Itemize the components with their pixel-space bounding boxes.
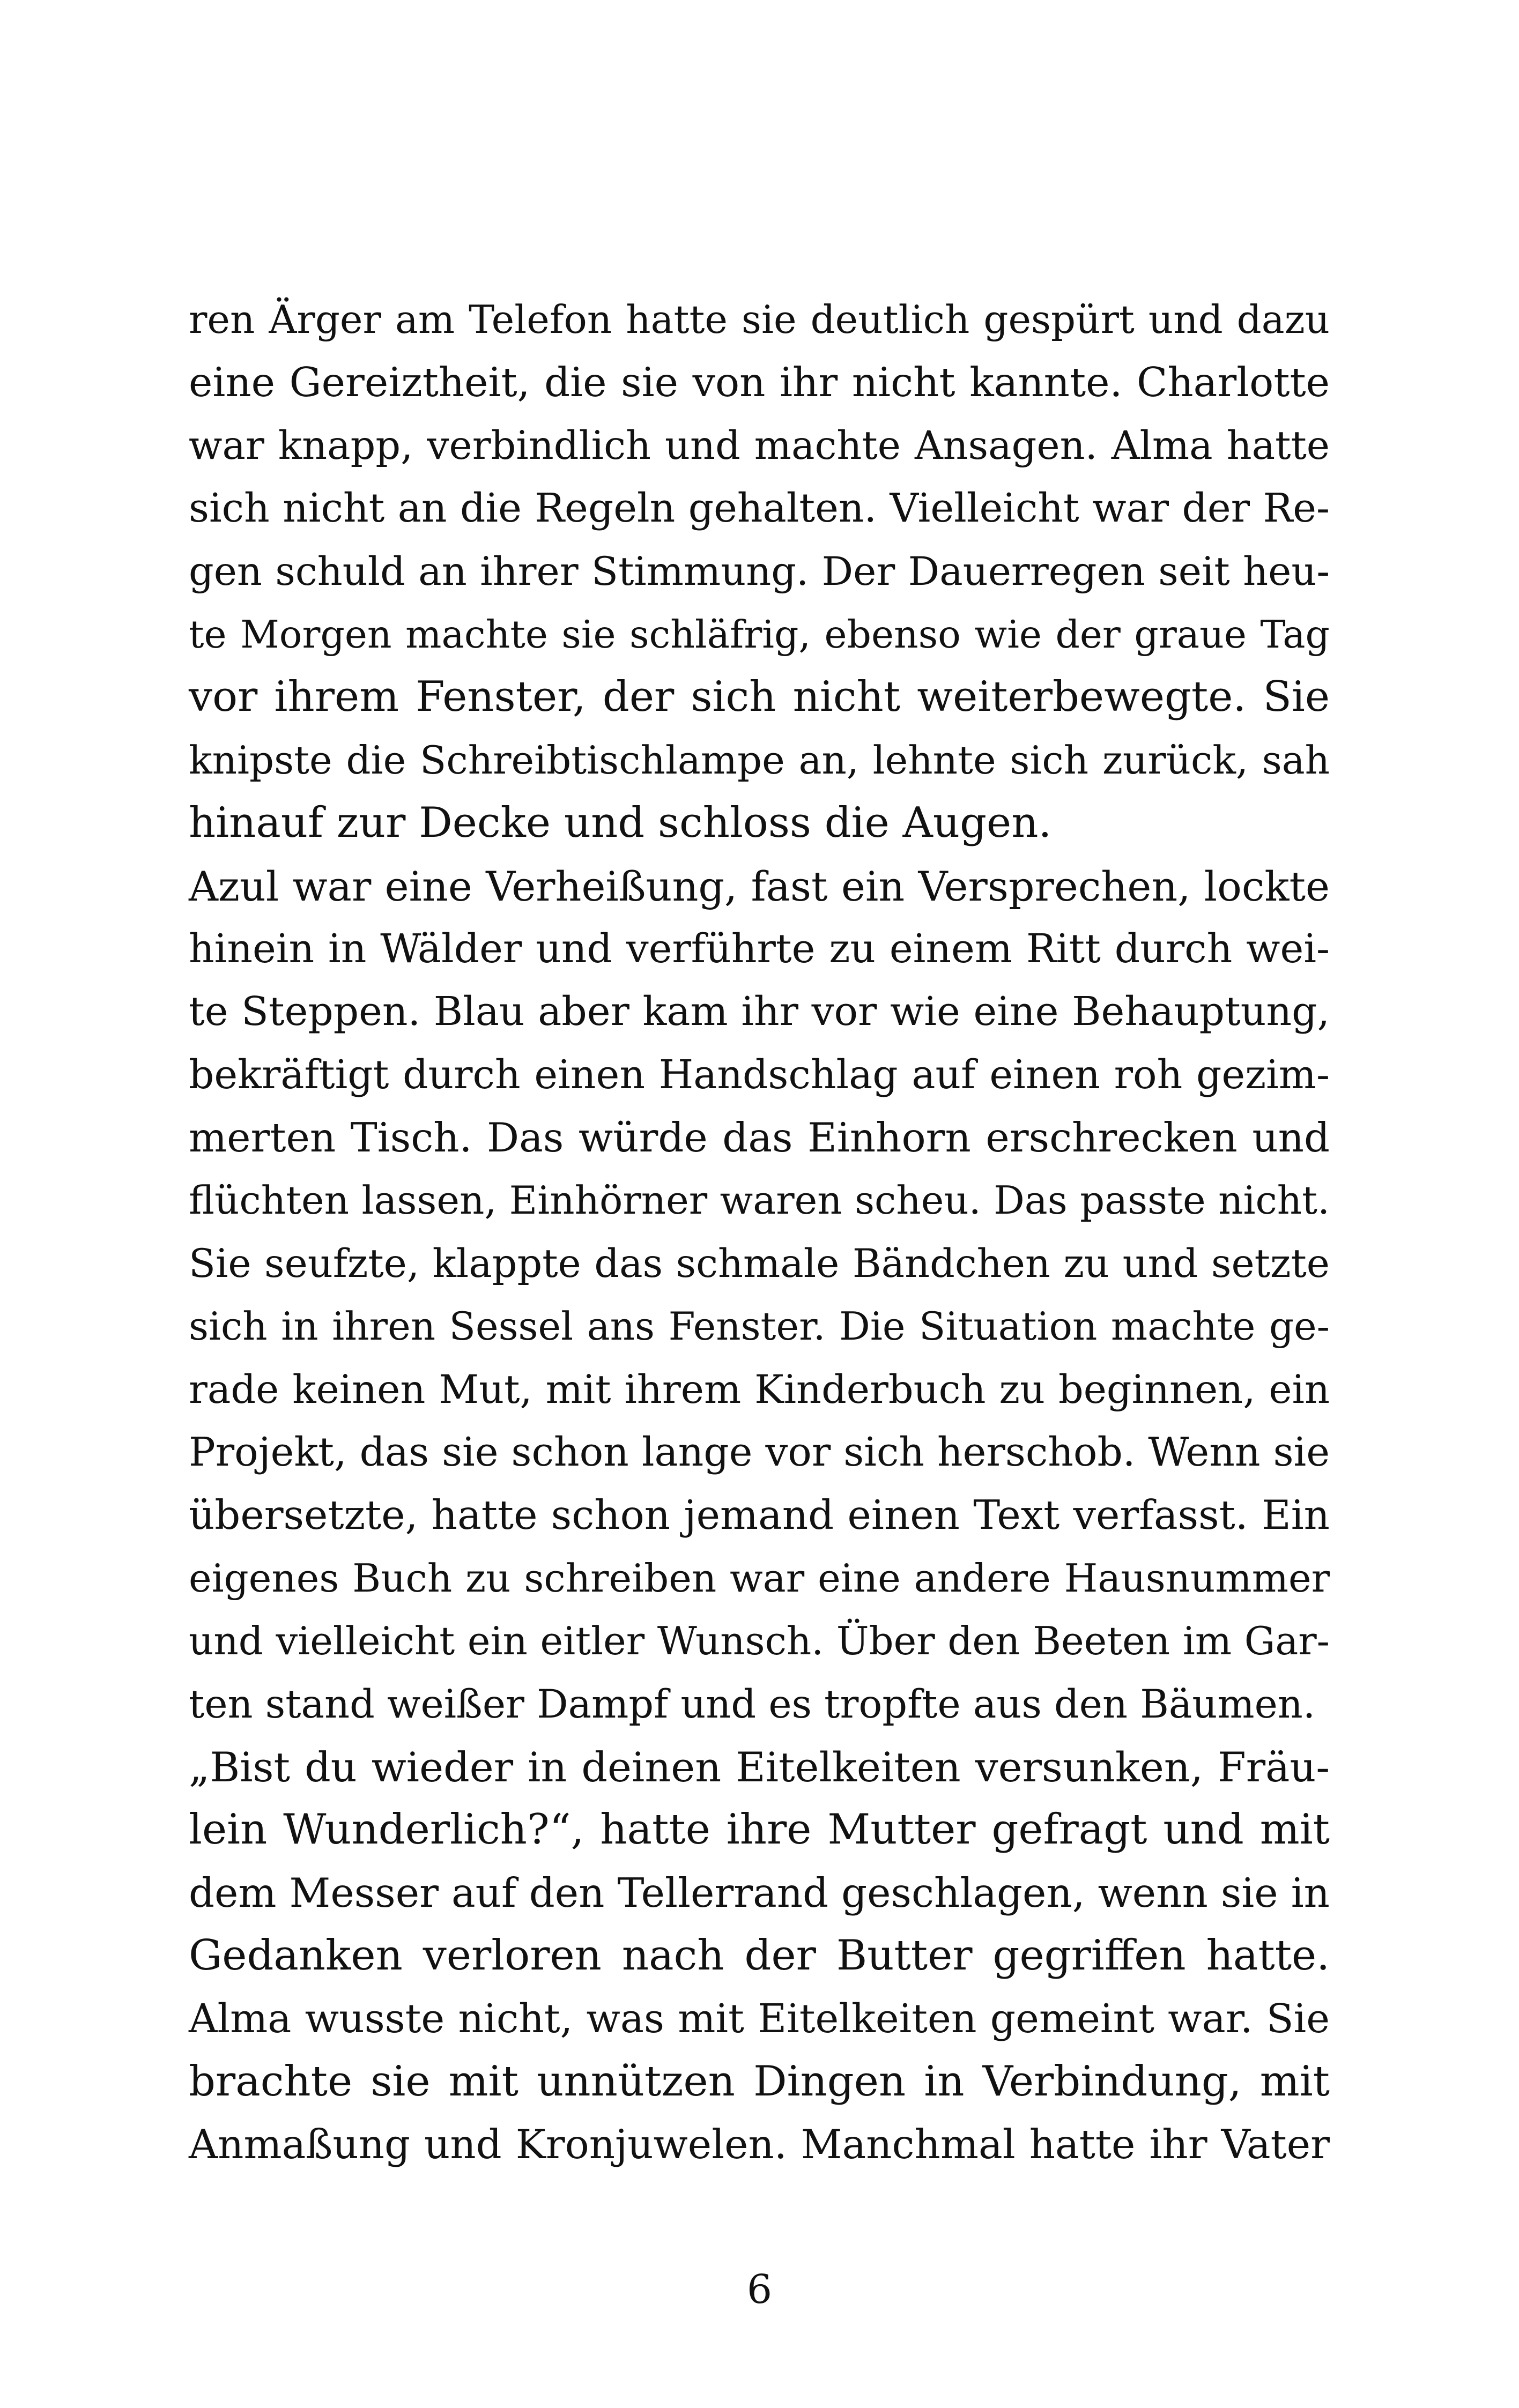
text-line: ten stand weißer Dampf und es tropfte aus den Bäumen. [189,1681,1316,1727]
text-line: dem Messer auf den Tellerrand geschlagen, wenn sie in [189,1869,1330,1916]
text-line: hinein in Wälder und verführte zu einem Ritt durch wei- [189,925,1330,972]
text-line: knipste die Schreibtischlampe an, lehnte sich zurück, sah [189,737,1330,783]
text-line: brachte sie mit unnützen Dingen in Verbindung, mit [189,2057,1330,2106]
text-line: merten Tisch. Das würde das Einhorn erschrecken und [189,1114,1330,1162]
text-line: Gedanken verloren nach der Butter gegriffen hatte. [189,1931,1330,1980]
text-line: te Steppen. Blau aber kam ihr vor wie eine Behauptung, [189,989,1330,1035]
text-line: flüchten lassen, Einhörner waren scheu. Das passte nicht. [189,1178,1330,1223]
body-text [189,288,1330,2176]
text-line: te Morgen machte sie schläfrig, ebenso wie der graue Tag [189,612,1330,657]
text-line: eine Gereiztheit, die sie von ihr nicht kannte. Charlotte [189,359,1330,406]
text-line: eigenes Buch zu schreiben war eine andere Hausnummer [189,1555,1330,1601]
text-line: sich nicht an die Regeln gehalten. Vielleicht war der Re- [189,485,1330,532]
text-line: übersetzte, hatte schon jemand einen Text verfasst. Ein [189,1491,1330,1539]
text-line: bekräftigt durch einen Handschlag auf einen roh gezim- [189,1051,1330,1098]
text-line: Azul war eine Verheißung, fast ein Versprechen, lockte [189,862,1330,910]
text-line: Alma wusste nicht, was mit Eitelkeiten gemeint war. Sie [189,1995,1330,2042]
text-line: lein Wunderlich?“, hatte ihre Mutter gefragt und mit [189,1805,1330,1854]
text-line: sich in ihren Sessel ans Fenster. Die Situation machte ge- [189,1304,1330,1349]
page-number: 6 [746,2266,773,2313]
text-line: gen schuld an ihrer Stimmung. Der Dauerregen seit heu- [189,548,1330,594]
text-line: hinauf zur Decke und schloss die Augen. [189,799,1052,848]
text-line: Anmaßung und Kronjuwelen. Manchmal hatte ihr Vater [189,2121,1330,2168]
text-line: war knapp, verbindlich und machte Ansagen. Alma hatte [189,422,1330,469]
text-line: Sie seufzte, klappte das schmale Bändchen zu und setzte [189,1240,1330,1287]
text-line: Projekt, das sie schon lange vor sich herschob. Wenn sie [189,1429,1330,1476]
text-line: ren Ärger am Telefon hatte sie deutlich gespürt und dazu [189,297,1330,342]
text-line: „Bist du wieder in deinen Eitelkeiten versunken, Fräu- [189,1743,1330,1791]
text-line: und vielleicht ein eitler Wunsch. Über den Beeten im Gar- [189,1618,1330,1664]
text-line: rade keinen Mut, mit ihrem Kinderbuch zu beginnen, ein [189,1366,1330,1413]
text-line: vor ihrem Fenster, der sich nicht weiterbewegte. Sie [189,673,1330,722]
